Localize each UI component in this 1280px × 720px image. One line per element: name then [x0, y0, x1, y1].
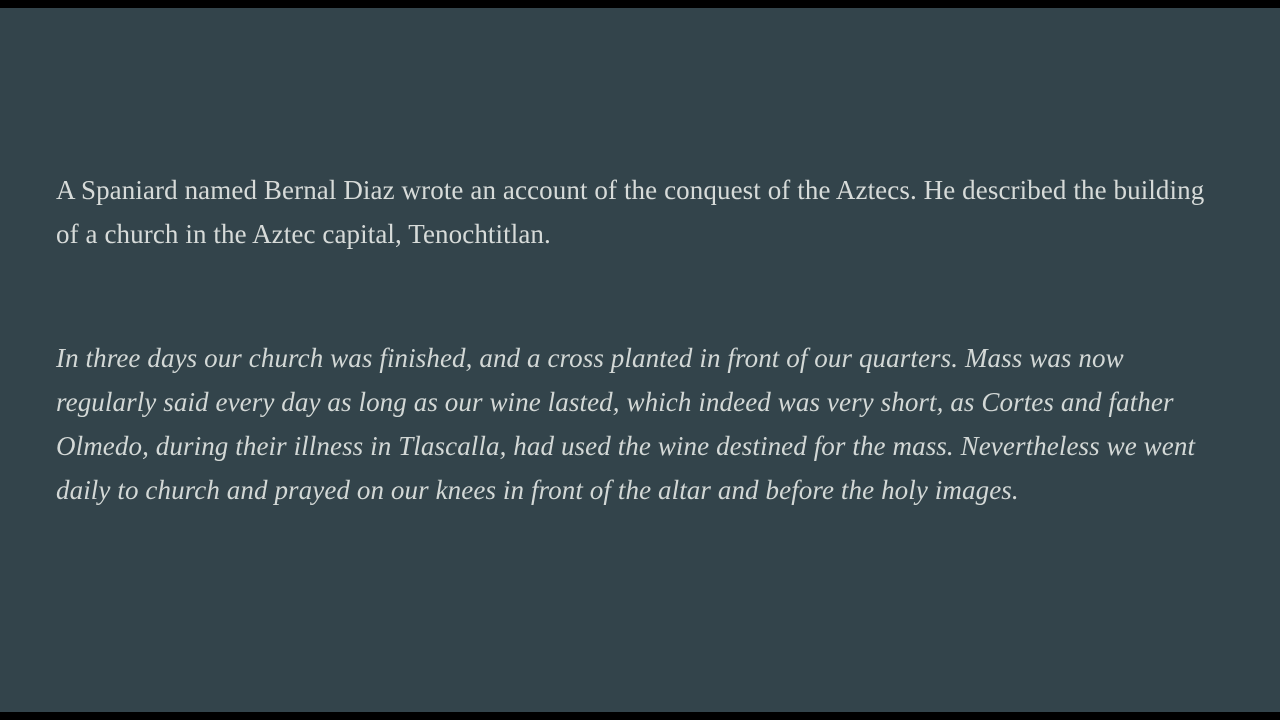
slide-content [56, 168, 1224, 512]
quotation-paragraph: In three days our church was finished, and a cross planted in front of our quarters. Mass was now regularly said every day as long as our wine lasted, which indeed was very short, as Cortes and father Olmedo, during their illness in Tlascalla, had used the wine destined for the mass. Nevertheless we went daily to church and prayed on our knees in front of the altar and before the holy images. [56, 343, 1196, 505]
slide-canvas [0, 8, 1280, 712]
paragraph-spacer [56, 256, 1224, 336]
intro-paragraph: A Spaniard named Bernal Diaz wrote an account of the conquest of the Aztecs. He described the building of a church in the Aztec capital, Tenochtitlan. [56, 175, 1205, 249]
